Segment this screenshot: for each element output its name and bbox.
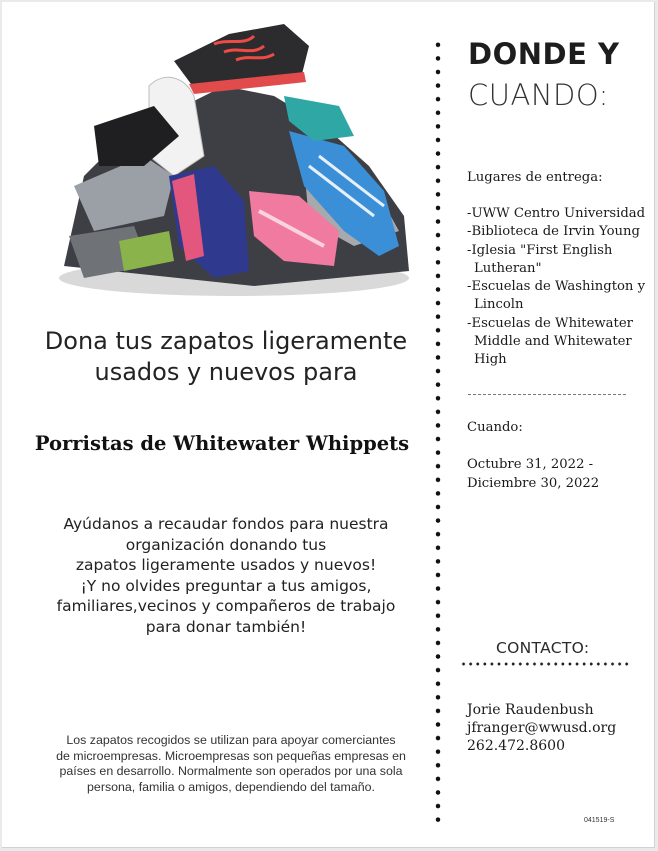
where-when-heading — [468, 34, 648, 116]
locations-list — [467, 205, 652, 370]
pile-of-shoes-image — [54, 16, 416, 302]
appeal-text: Ayúdanos a recaudar fondos para nuestra organización donando tus zapatos ligeramente usados y nuevos! ¡Y no olvides preguntar a tus amigos, familiares,vecinos y compañeros de trabajo para donar también! — [56, 515, 396, 636]
contact-dotted-rule — [460, 662, 632, 666]
contact-heading: CONTACTO: — [496, 639, 590, 657]
location-item: -Escuelas de Whitewater Middle and Whitewater High — [467, 315, 633, 368]
dropoff-label: Lugares de entrega: — [467, 170, 603, 185]
fineprint-text: Los zapatos recogidos se utilizan para apoyar comerciantes de microempresas. Microempresas son pequeñas empresas en países en desarrollo. Normalmente son operados por una sola persona, familia o amigos, dependiendo del tamaño. — [56, 733, 406, 794]
team-name: Porristas de Whitewater Whippets — [34, 432, 410, 455]
contact-email: jfranger@wwusd.org — [467, 720, 617, 736]
date-range: Octubre 31, 2022 - Diciembre 30, 2022 — [467, 457, 600, 491]
document-code: 041519-S — [584, 817, 615, 824]
headline: Dona tus zapatos ligeramente usados y nuevos para — [44, 327, 408, 386]
location-item: -Iglesia "First English Lutheran" — [467, 242, 613, 276]
dotted-divider — [435, 38, 441, 828]
heading-line-1: DONDE Y — [468, 37, 620, 71]
dashed-rule — [468, 394, 626, 395]
contact-name: Jorie Raudenbush — [467, 702, 594, 718]
contact-info — [467, 701, 616, 755]
location-item: -UWW Centro Universidad — [467, 206, 646, 221]
contact-phone: 262.472.8600 — [467, 738, 565, 754]
heading-line-2: CUANDO: — [468, 78, 609, 112]
location-item: -Escuelas de Washington y Lincoln — [467, 279, 646, 313]
flyer-page — [2, 2, 655, 848]
location-item: -Biblioteca de Irvin Young — [467, 224, 640, 240]
when-label: Cuando: — [467, 420, 523, 435]
